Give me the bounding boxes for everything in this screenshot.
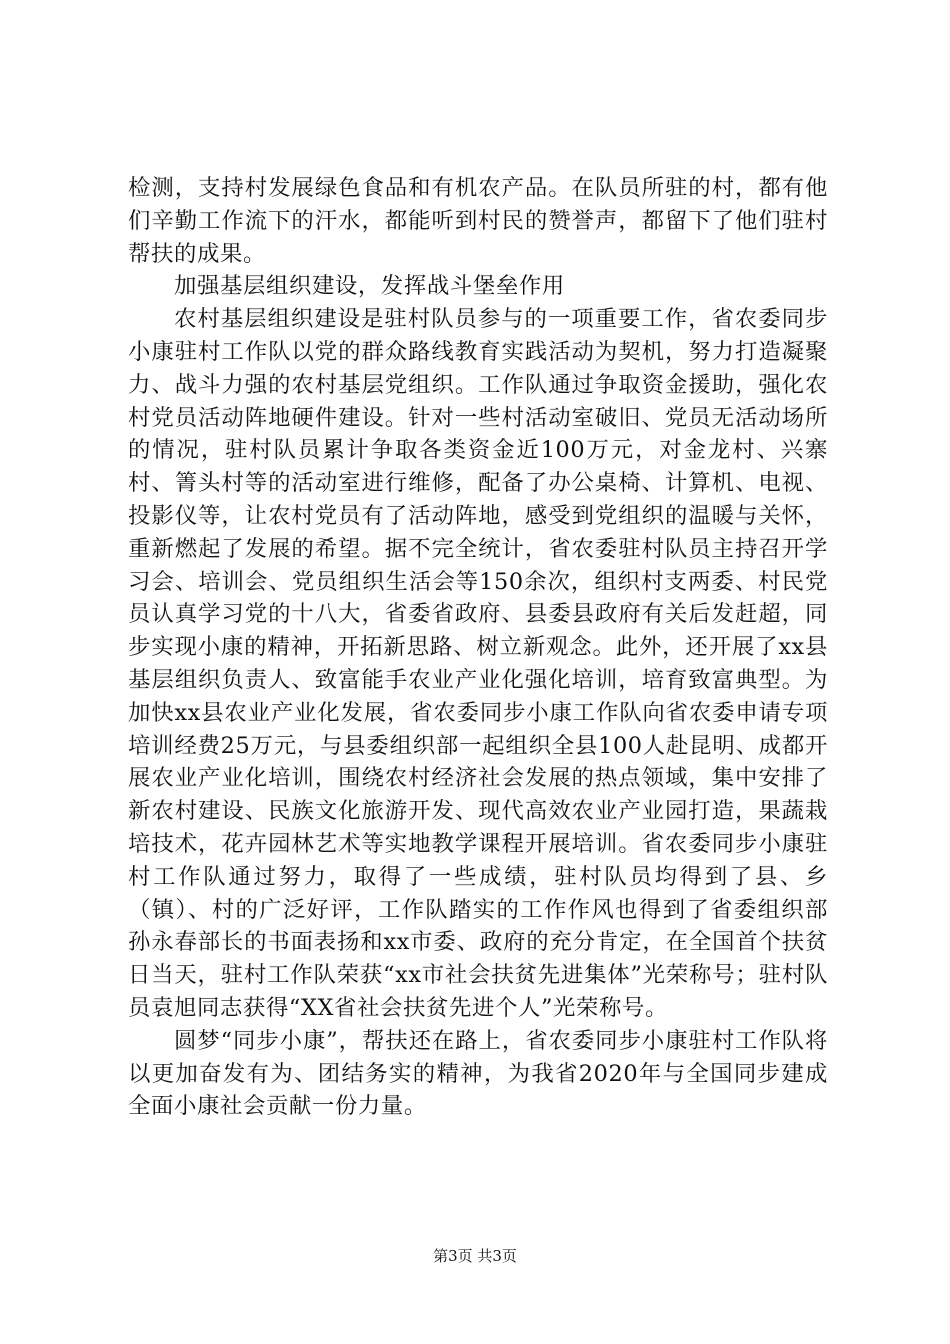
document-body bbox=[128, 172, 828, 1123]
section-heading: 加强基层组织建设，发挥战斗堡垒作用 bbox=[174, 273, 565, 300]
paragraph-conclusion: 圆梦“同步小康”，帮扶还在路上，省农委同步小康驻村工作队将以更加奋发有为、团结务实的精神，为我省2020年与全国同步建成全面小康社会贡献一份力量。 bbox=[128, 1027, 828, 1120]
page-footer: 第3页 共3页 bbox=[433, 1247, 517, 1265]
paragraph-organization: 农村基层组织建设是驻村队员参与的一项重要工作，省农委同步小康驻村工作队以党的群众路线教育实践活动为契机，努力打造凝聚力、战斗力强的农村基层党组织。工作队通过争取资金援助，强化农村党员活动阵地硬件建设。针对一些村活动室破旧、党员无活动场所的情况，驻村队员累计争取各类资金近100万元，对金龙村、兴寨村、箐头村等的活动室进行维修，配备了办公桌椅、计算机、电视、投影仪等，让农村党员有了活动阵地，感受到党组织的温暖与关怀，重新燃起了发展的希望。据不完全统计，省农委驻村队员主持召开学习会、培训会、党员组织生活会等150余次，组织村支两委、村民党员认真学习党的十八大，省委省政府、县委县政府有关后发赶超，同步实现小康的精神，开拓新思路、树立新观念。此外，还开展了xx县基层组织负责人、致富能手农业产业化强化培训，培育致富典型。为加快xx县农业产业化发展，省农委同步小康工作队向省农委申请专项培训经费25万元，与县委组织部一起组织全县100人赴昆明、成都开展农业产业化培训，围绕农村经济社会发展的热点领域，集中安排了新农村建设、民族文化旅游开发、现代高效农业产业园打造，果蔬栽培技术，花卉园林艺术等实地教学课程开展培训。省农委同步小康驻村工作队通过努力，取得了一些成绩，驻村队员均得到了县、乡（镇）、村的广泛好评，工作队踏实的工作作风也得到了省委组织部孙永春部长的书面表扬和xx市委、政府的充分肯定，在全国首个扶贫日当天，驻村工作队荣获“xx市社会扶贫先进集体”光荣称号；驻村队员袁旭同志获得“XX省社会扶贫先进个人”光荣称号。 bbox=[128, 306, 828, 1021]
paragraph-continuation: 检测，支持村发展绿色食品和有机农产品。在队员所驻的村，都有他们辛勤工作流下的汗水，都能听到村民的赞誉声，都留下了他们驻村帮扶的成果。 bbox=[128, 175, 828, 267]
